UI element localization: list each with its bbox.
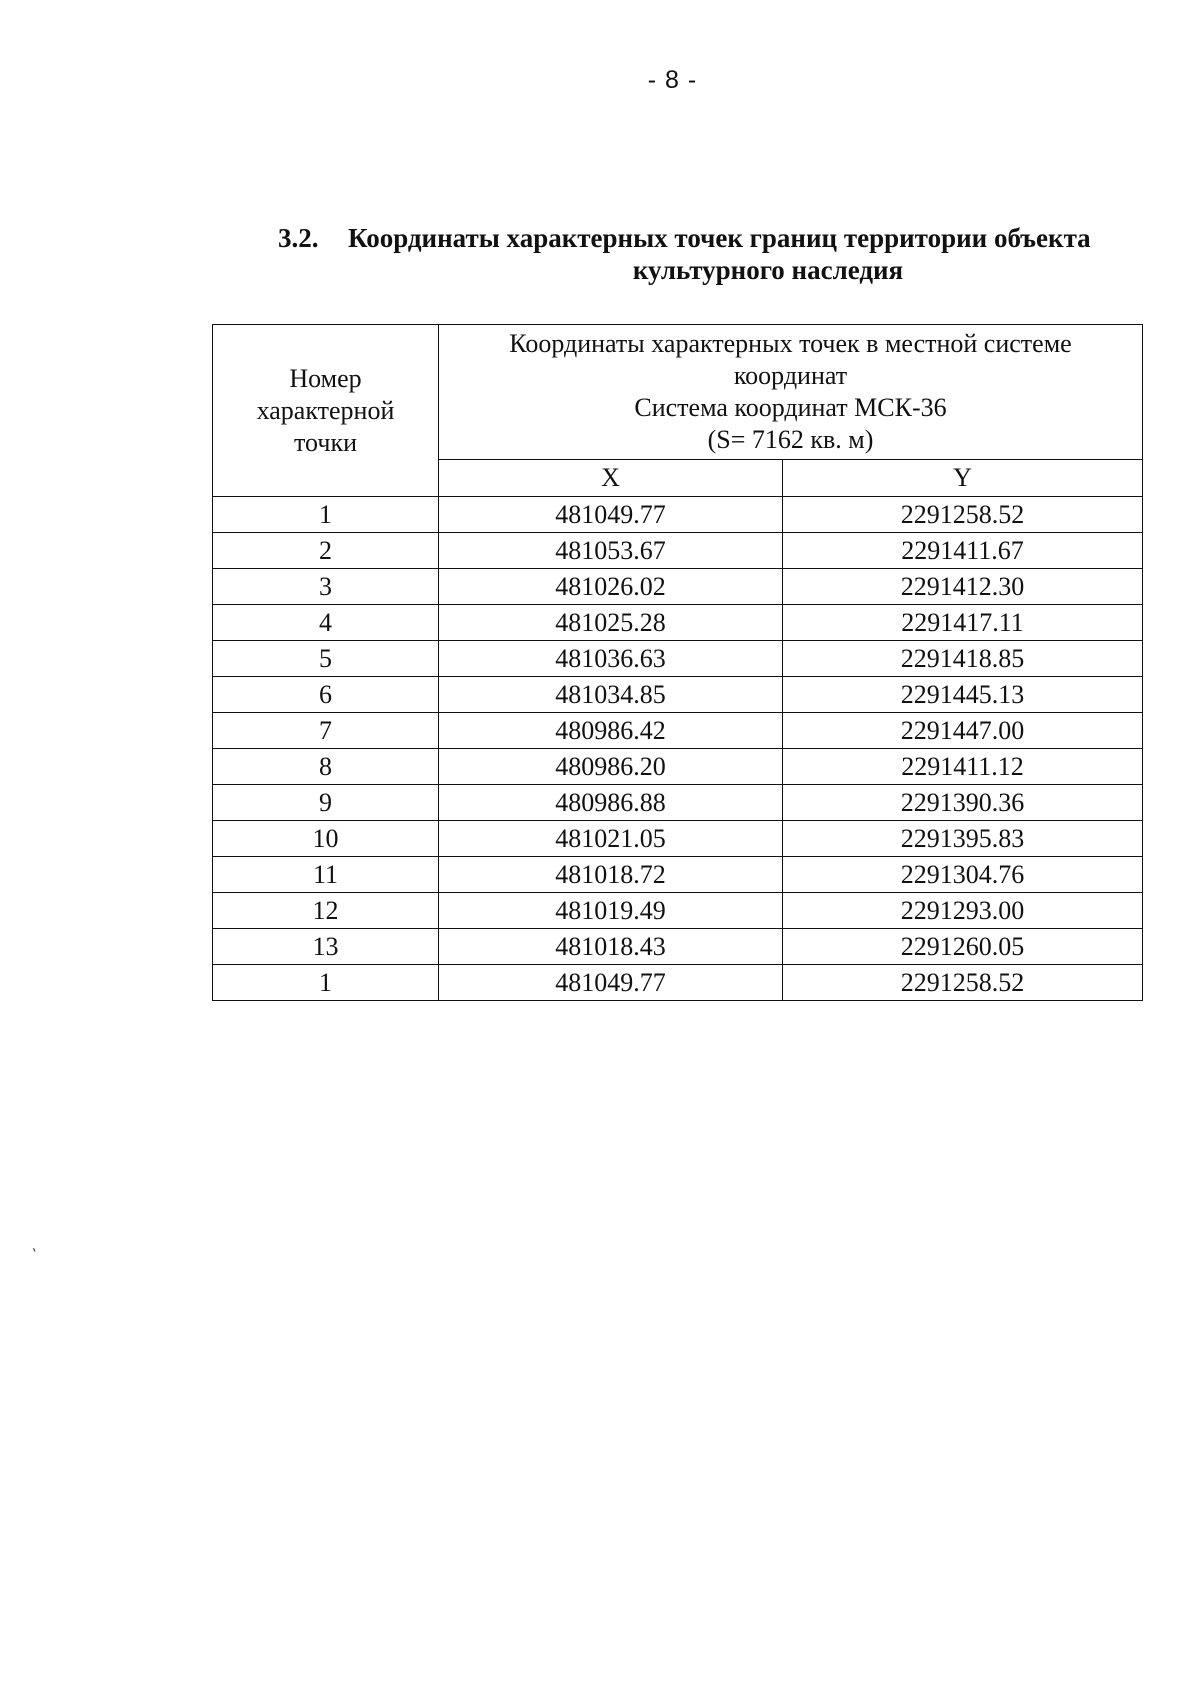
header-point-number-line: Номер	[289, 363, 362, 393]
point-number-cell: 6	[213, 677, 439, 713]
point-number-cell: 5	[213, 641, 439, 677]
x-cell: 481034.85	[439, 677, 783, 713]
header-x: X	[439, 460, 783, 497]
header-coordinates-line: Координаты характерных точек в местной системе	[509, 329, 1072, 358]
x-cell: 481018.72	[439, 857, 783, 893]
table-row	[213, 893, 1143, 929]
point-number-cell: 10	[213, 821, 439, 857]
point-number-cell: 1	[213, 497, 439, 533]
y-cell: 2291418.85	[783, 641, 1143, 677]
table-row	[213, 569, 1143, 605]
y-cell: 2291417.11	[783, 605, 1143, 641]
y-cell: 2291445.13	[783, 677, 1143, 713]
x-cell: 480986.20	[439, 749, 783, 785]
x-cell: 481026.02	[439, 569, 783, 605]
page-number: - 8 -	[647, 66, 698, 94]
header-y: Y	[783, 460, 1143, 497]
section-title-line-2: культурного наследия	[632, 255, 904, 285]
x-cell: 481049.77	[439, 965, 783, 1001]
header-coordinates-line: координат	[733, 361, 848, 390]
header-point-number	[213, 325, 439, 497]
y-cell: 2291293.00	[783, 893, 1143, 929]
point-number-cell: 7	[213, 713, 439, 749]
point-number-cell: 12	[213, 893, 439, 929]
point-number-cell: 11	[213, 857, 439, 893]
point-number-cell: 4	[213, 605, 439, 641]
table-row	[213, 965, 1143, 1001]
x-cell: 481025.28	[439, 605, 783, 641]
header-coordinates-title	[439, 325, 1143, 460]
x-cell: 481049.77	[439, 497, 783, 533]
x-cell: 480986.88	[439, 785, 783, 821]
x-cell: 481018.43	[439, 929, 783, 965]
point-number-cell: 2	[213, 533, 439, 569]
table-row	[213, 785, 1143, 821]
coordinates-table	[212, 324, 1143, 1001]
table-row	[213, 857, 1143, 893]
section-number: 3.2.	[278, 223, 319, 253]
y-cell: 2291304.76	[783, 857, 1143, 893]
table-row	[213, 713, 1143, 749]
x-cell: 481036.63	[439, 641, 783, 677]
y-cell: 2291258.52	[783, 497, 1143, 533]
y-cell: 2291395.83	[783, 821, 1143, 857]
table-row	[213, 821, 1143, 857]
table-row	[213, 677, 1143, 713]
y-cell: 2291411.12	[783, 749, 1143, 785]
header-coordinates-line: (S= 7162 кв. м)	[707, 425, 874, 454]
header-coordinates-line: Система координат МСК-36	[634, 393, 947, 422]
x-cell: 480986.42	[439, 713, 783, 749]
x-cell: 481021.05	[439, 821, 783, 857]
point-number-cell: 8	[213, 749, 439, 785]
y-cell: 2291411.67	[783, 533, 1143, 569]
point-number-cell: 13	[213, 929, 439, 965]
section-title-line-1: Координаты характерных точек границ территории объекта	[348, 223, 1091, 253]
table-row	[213, 929, 1143, 965]
table-row	[213, 641, 1143, 677]
table-row	[213, 497, 1143, 533]
y-cell: 2291260.05	[783, 929, 1143, 965]
scan-speck: ˏ	[30, 1231, 44, 1253]
header-point-number-line: точки	[294, 427, 357, 457]
y-cell: 2291447.00	[783, 713, 1143, 749]
y-cell: 2291258.52	[783, 965, 1143, 1001]
point-number-cell: 3	[213, 569, 439, 605]
table-row	[213, 533, 1143, 569]
header-point-number-line: характерной	[256, 395, 395, 425]
x-cell: 481053.67	[439, 533, 783, 569]
x-cell: 481019.49	[439, 893, 783, 929]
point-number-cell: 9	[213, 785, 439, 821]
point-number-cell: 1	[213, 965, 439, 1001]
y-cell: 2291390.36	[783, 785, 1143, 821]
y-cell: 2291412.30	[783, 569, 1143, 605]
table-row	[213, 749, 1143, 785]
table-row	[213, 605, 1143, 641]
section-heading	[278, 222, 1148, 286]
